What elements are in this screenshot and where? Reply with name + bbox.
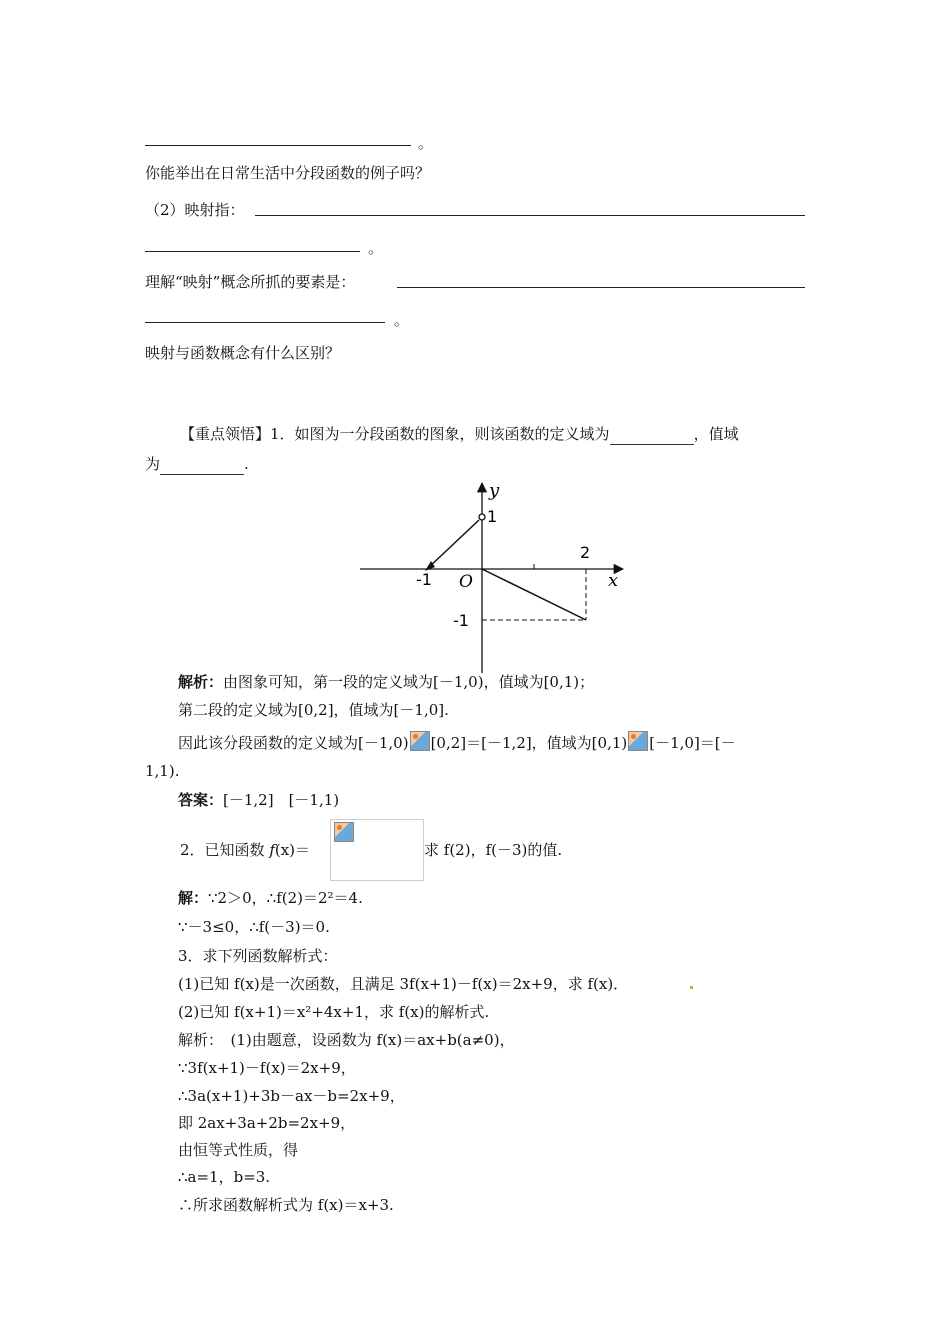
tick-label-2: 2	[580, 543, 591, 562]
analysis1-line1: 解析：由图象可知，第一段的定义域为[－1,0)，值域为[0,1)；	[178, 673, 595, 691]
analysis3-line4: 即 2ax+3a+2b=2x+9，	[178, 1114, 356, 1132]
q1-end: .	[244, 455, 249, 473]
solution2-line1: 解：∵2＞0，∴f(2)＝2²＝4.	[178, 889, 363, 907]
analysis1-label: 解析：	[178, 673, 224, 691]
analysis3-line2: ∵3f(x+1)－f(x)＝2x+9，	[178, 1059, 356, 1077]
segment-1	[427, 520, 479, 569]
analysis1-line4: 1,1).	[145, 762, 180, 780]
analysis3-line1: 解析： (1)由题意，设函数为 f(x)＝ax+b(a≠0)，	[178, 1031, 515, 1049]
answer1: 答案：[－1,2] [－1,1)	[178, 791, 340, 809]
blank-line-1	[145, 145, 411, 146]
tick-label-1: 1	[487, 507, 498, 526]
analysis3-line6: ∴a=1，b=3.	[178, 1168, 271, 1186]
mapping-elements-prefix: 理解“映射”概念所抓的要素是：	[145, 273, 356, 291]
mapping-prefix: （2）映射指：	[145, 201, 245, 219]
blank-line-2	[255, 215, 805, 216]
solution2-label: 解：	[178, 889, 209, 907]
q3-part1: (1)已知 f(x)是一次函数，且满足 3f(x+1)－f(x)＝2x+9，求 f(x)．	[178, 975, 629, 993]
segment-2	[482, 569, 586, 620]
union-symbol-image-icon	[410, 731, 430, 751]
analysis3-line7: ∴所求函数解析式为 f(x)＝x+3.	[178, 1196, 394, 1214]
end-mark-2: 。	[368, 239, 384, 257]
open-point	[479, 514, 485, 520]
stray-dot	[690, 986, 693, 989]
q3-part2: (2)已知 f(x+1)＝x²+4x+1，求 f(x)的解析式.	[178, 1003, 490, 1021]
analysis3-line5: 由恒等式性质，得	[178, 1141, 299, 1159]
y-axis-label: y	[489, 480, 500, 501]
q2-suffix: 求 f(2)，f(－3)的值.	[424, 841, 563, 859]
x-axis-label: x	[608, 570, 619, 591]
q1-cont: 为	[145, 455, 161, 473]
key-points-q1-cont	[145, 454, 249, 475]
origin-label: O	[459, 572, 473, 592]
answer1-label: 答案：	[178, 791, 224, 809]
formula-image-icon	[334, 822, 354, 842]
blank-line-4	[397, 287, 805, 288]
analysis1-line3: 因此该分段函数的定义域为[－1,0) [0,2]＝[－1,2]，值域为[0,1) [－1,0]＝[－	[178, 731, 736, 753]
tick-label-neg1-x: -1	[416, 570, 432, 589]
key-points-heading: 【重点领悟】	[180, 425, 271, 443]
q3-title: 3．求下列函数解析式：	[178, 947, 338, 965]
blank-line-5	[145, 322, 385, 323]
question-difference: 映射与函数概念有什么区别？	[145, 344, 341, 362]
q1-range-blank	[160, 454, 244, 475]
q1-domain-blank	[610, 424, 694, 445]
q1-mid: ，值域	[693, 425, 739, 443]
key-points-q1	[180, 424, 739, 445]
piecewise-graph	[355, 478, 645, 678]
analysis3-line3: ∴3a(x+1)+3b－ax－b=2x+9，	[178, 1087, 405, 1105]
blank-line-3	[145, 251, 360, 252]
end-mark-3: 。	[394, 311, 410, 329]
analysis1-line2: 第二段的定义域为[0,2]，值域为[－1,0].	[178, 701, 449, 719]
formula-image-placeholder	[330, 819, 424, 881]
question-life-examples: 你能举出在日常生活中分段函数的例子吗？	[145, 164, 431, 182]
tick-label-neg1-y: -1	[453, 611, 469, 630]
solution2-line2: ∵－3≤0，∴f(－3)＝0.	[178, 918, 330, 936]
end-mark-1: 。	[418, 134, 434, 152]
q1-text: 1．如图为一分段函数的图象，则该函数的定义域为	[270, 425, 610, 443]
union-symbol-image-icon	[628, 731, 648, 751]
q2-prefix: 2．已知函数 f(x)＝	[180, 841, 311, 859]
